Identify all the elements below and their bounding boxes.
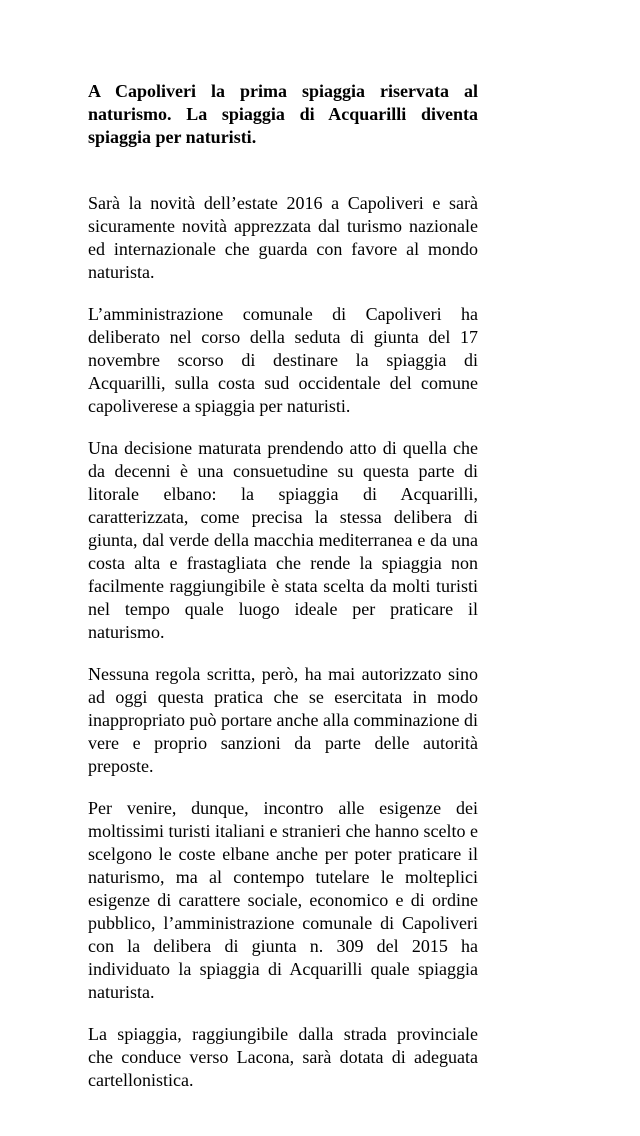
article-paragraph: La spiaggia, raggiungibile dalla strada provinciale che conduce verso Lacona, sarà dotata di adeguata cartellonistica. <box>88 1024 478 1090</box>
article-paragraph: L’amministrazione comunale di Capoliveri ha deliberato nel corso della seduta di giunta del 17 novembre scorso di destinare la spiaggia di Acquarilli, sulla costa sud occidentale del comune capoliverese a spiaggia per naturisti. <box>88 304 478 416</box>
article-paragraph: Una decisione maturata prendendo atto di quella che da decenni è una consuetudine su questa parte di litorale elbano: la spiaggia di Acquarilli, caratterizzata, come precisa la stessa delibera di giunta, dal verde della macchia mediterranea e da una costa alta e frastagliata che rende la spiaggia non facilmente raggiungibile è stata scelta da molti turisti nel tempo quale luogo ideale per praticare il naturismo. <box>88 438 478 642</box>
article-title: A Capoliveri la prima spiaggia riservata al naturismo. La spiaggia di Acquarilli diventa spiaggia per naturisti. <box>88 81 478 147</box>
article-paragraph: Sarà la novità dell’estate 2016 a Capoliveri e sarà sicuramente novità apprezzata dal turismo nazionale ed internazionale che guarda con favore al mondo naturista. <box>88 193 478 282</box>
article-paragraph: Per venire, dunque, incontro alle esigenze dei moltissimi turisti italiani e stranieri che hanno scelto e scelgono le coste elbane anche per poter praticare il naturismo, ma al contempo tutelare le molteplici esigenze di carattere sociale, economico e di ordine pubblico, l’amministrazione comunale di Capoliveri con la delibera di giunta n. 309 del 2015 ha individuato la spiaggia di Acquarilli quale spiaggia naturista. <box>88 798 478 1002</box>
article <box>88 80 478 1111</box>
article-paragraph: Nessuna regola scritta, però, ha mai autorizzato sino ad oggi questa pratica che se esercitata in modo inappropriato può portare anche alla comminazione di vere e proprio sanzioni da parte delle autorità preposte. <box>88 664 478 776</box>
